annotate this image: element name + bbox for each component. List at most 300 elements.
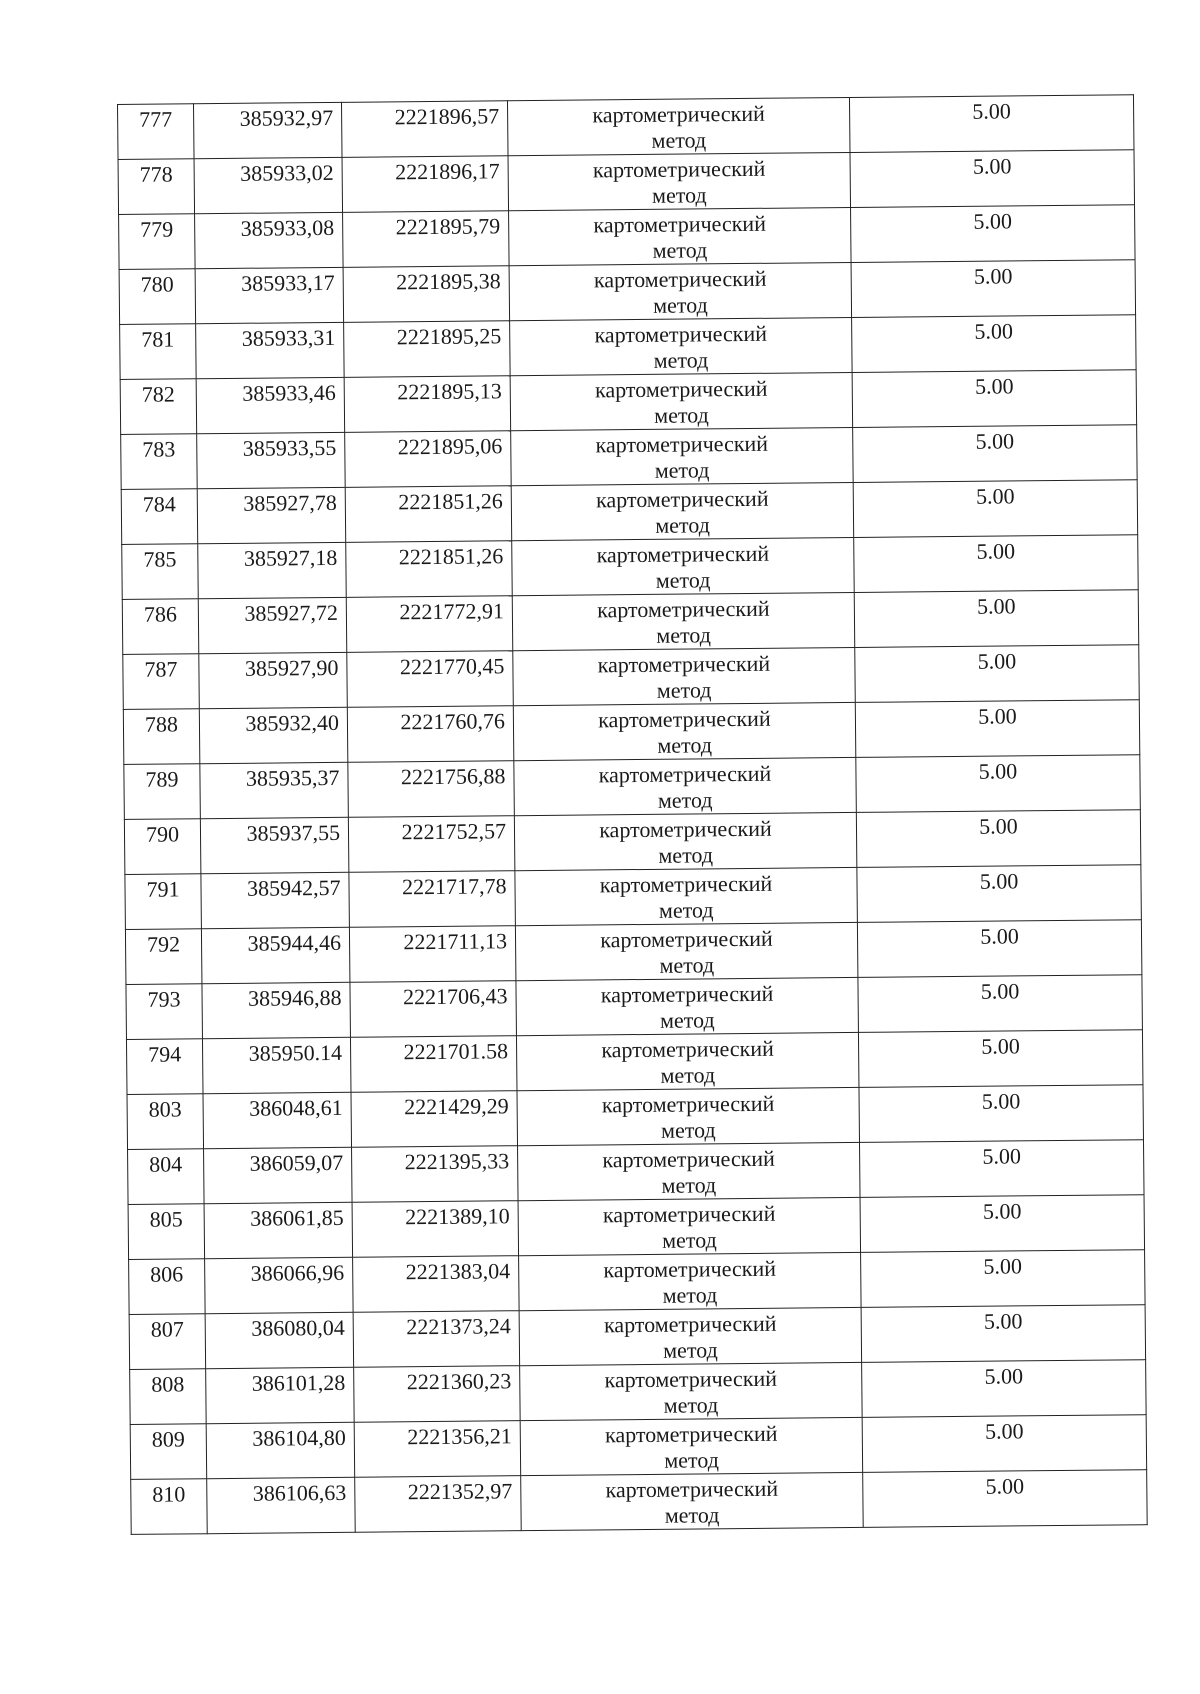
y-coordinate-cell-text: 2221851,26	[398, 543, 504, 570]
method-line-2: метод	[657, 787, 713, 813]
accuracy-cell	[863, 1470, 1148, 1528]
table-row	[128, 1140, 1144, 1205]
method-cell	[521, 1472, 864, 1530]
accuracy-cell-text: 5.00	[978, 703, 1017, 729]
x-coordinate-cell	[194, 157, 343, 213]
x-coordinate-cell-text: 385946,88	[247, 984, 342, 1011]
y-coordinate-cell-text: 2221895,25	[396, 323, 502, 350]
accuracy-cell	[854, 590, 1139, 648]
point-number-cell-text: 793	[147, 986, 181, 1012]
table-row	[126, 975, 1142, 1040]
table-row	[131, 1470, 1147, 1535]
x-coordinate-cell-text: 385950.14	[248, 1039, 343, 1066]
accuracy-cell	[861, 1305, 1146, 1363]
x-coordinate-cell-text: 385927,72	[244, 599, 339, 626]
method-line-1: картометрический	[595, 430, 769, 458]
method-line-1: картометрический	[594, 375, 768, 403]
y-coordinate-cell	[349, 871, 516, 928]
accuracy-cell-text: 5.00	[981, 1033, 1020, 1059]
x-coordinate-cell-text: 386104,80	[252, 1424, 346, 1451]
x-coordinate-cell-text: 385933,08	[240, 214, 335, 241]
x-coordinate-cell	[195, 267, 344, 323]
y-coordinate-cell	[343, 266, 510, 323]
accuracy-cell	[862, 1415, 1147, 1473]
method-cell	[515, 867, 858, 925]
method-line-2: метод	[659, 952, 715, 978]
y-coordinate-cell	[352, 1201, 519, 1258]
point-number-cell	[120, 379, 197, 435]
method-line-1: картометрический	[597, 650, 771, 678]
point-number-cell	[126, 984, 203, 1040]
accuracy-cell	[853, 480, 1138, 538]
method-line-1: картометрический	[601, 1035, 774, 1063]
y-coordinate-cell-text: 2221356,21	[407, 1423, 512, 1450]
point-number-cell-text: 791	[146, 876, 180, 902]
y-coordinate-cell	[345, 486, 512, 543]
point-number-cell-text: 809	[151, 1426, 185, 1452]
y-coordinate-cell	[350, 981, 517, 1038]
method-line-1: картометрический	[600, 980, 774, 1008]
method-cell	[512, 537, 855, 595]
table-row	[120, 315, 1136, 380]
method-line-2: метод	[664, 1447, 719, 1473]
y-coordinate-cell	[353, 1256, 520, 1313]
x-coordinate-cell-text: 386059,07	[249, 1149, 344, 1176]
y-coordinate-cell-text: 2221352,97	[407, 1478, 513, 1505]
point-number-cell-text: 789	[145, 766, 179, 792]
accuracy-cell	[858, 975, 1143, 1033]
accuracy-cell-text: 5.00	[983, 1308, 1023, 1334]
y-coordinate-cell	[344, 321, 511, 378]
method-line-1: картометрический	[598, 705, 771, 733]
method-line-2: метод	[660, 1117, 716, 1143]
method-cell	[515, 922, 858, 980]
y-coordinate-cell	[354, 1421, 521, 1478]
x-coordinate-cell	[205, 1257, 354, 1313]
accuracy-cell-text: 5.00	[984, 1418, 1024, 1444]
method-cell	[509, 262, 852, 320]
point-number-cell-text: 810	[152, 1481, 186, 1507]
y-coordinate-cell	[348, 761, 515, 818]
point-number-cell	[128, 1149, 205, 1205]
method-cell	[518, 1197, 861, 1255]
y-coordinate-cell	[341, 101, 508, 158]
accuracy-cell	[856, 810, 1141, 868]
point-number-cell-text: 781	[141, 326, 175, 352]
y-coordinate-cell	[353, 1311, 520, 1368]
method-line-1: картометрический	[596, 540, 770, 568]
point-number-cell-text: 804	[149, 1151, 183, 1177]
method-line-2: метод	[656, 622, 712, 648]
method-cell	[511, 482, 854, 540]
point-number-cell	[129, 1314, 206, 1370]
point-number-cell-text: 792	[146, 931, 181, 957]
accuracy-cell	[851, 205, 1136, 263]
table-row	[125, 920, 1141, 985]
method-line-1: картометрический	[604, 1420, 778, 1448]
method-line-2: метод	[652, 237, 708, 263]
y-coordinate-cell	[342, 156, 509, 213]
x-coordinate-cell-text: 386061,85	[250, 1204, 344, 1231]
x-coordinate-cell	[202, 1037, 351, 1093]
point-number-cell-text: 808	[151, 1371, 185, 1397]
x-coordinate-cell	[195, 212, 344, 268]
x-coordinate-cell-text: 385927,90	[244, 654, 339, 681]
point-number-cell	[118, 159, 195, 215]
table-row	[130, 1360, 1146, 1425]
x-coordinate-cell	[202, 982, 351, 1038]
method-cell	[516, 1032, 859, 1090]
accuracy-cell-text: 5.00	[973, 208, 1013, 234]
method-line-2: метод	[661, 1172, 717, 1198]
method-cell	[513, 647, 856, 705]
point-number-cell	[130, 1424, 207, 1480]
point-number-cell-text: 788	[144, 711, 179, 737]
point-number-cell-text: 806	[150, 1261, 184, 1287]
point-number-cell-text: 807	[150, 1316, 184, 1342]
table-row	[122, 535, 1138, 600]
method-line-2: метод	[663, 1337, 718, 1363]
y-coordinate-cell-text: 2221896,17	[395, 158, 500, 185]
point-number-cell-text: 786	[143, 601, 178, 627]
point-number-cell	[127, 1094, 204, 1150]
method-cell	[511, 427, 854, 485]
accuracy-cell-text: 5.00	[980, 923, 1019, 949]
y-coordinate-cell-text: 2221360,23	[406, 1368, 512, 1395]
point-number-cell	[128, 1204, 205, 1260]
y-coordinate-cell-text: 2221717,78	[401, 873, 507, 900]
accuracy-cell	[858, 1030, 1143, 1088]
method-line-2: метод	[658, 897, 714, 923]
point-number-cell-text: 784	[142, 491, 176, 517]
point-number-cell	[119, 269, 196, 325]
method-cell	[508, 152, 851, 210]
point-number-cell	[119, 214, 196, 270]
method-cell	[510, 317, 853, 375]
method-line-1: картометрический	[593, 265, 767, 293]
table-row	[123, 700, 1139, 765]
table-row	[125, 865, 1141, 930]
method-cell	[520, 1417, 863, 1475]
accuracy-cell	[862, 1360, 1147, 1418]
accuracy-cell-text: 5.00	[976, 538, 1016, 564]
accuracy-cell	[854, 535, 1139, 593]
accuracy-cell-text: 5.00	[979, 868, 1019, 894]
x-coordinate-cell-text: 386080,04	[251, 1314, 345, 1341]
table-row	[124, 755, 1140, 820]
x-coordinate-cell-text: 386101,28	[251, 1369, 346, 1396]
method-cell	[513, 702, 856, 760]
point-number-cell	[120, 324, 197, 380]
point-number-cell-text: 785	[143, 546, 177, 572]
x-coordinate-cell-text: 385944,46	[247, 929, 342, 956]
y-coordinate-cell	[355, 1476, 522, 1533]
method-cell	[519, 1307, 862, 1365]
table-row	[126, 1030, 1142, 1095]
point-number-cell	[122, 599, 199, 655]
x-coordinate-cell-text: 385932,40	[245, 709, 340, 736]
accuracy-cell-text: 5.00	[985, 1473, 1025, 1499]
accuracy-cell-text: 5.00	[972, 98, 1011, 124]
y-coordinate-cell-text: 2221701.58	[403, 1038, 509, 1065]
accuracy-cell-text: 5.00	[983, 1253, 1023, 1279]
x-coordinate-cell	[196, 322, 345, 378]
point-number-cell	[131, 1479, 208, 1535]
method-line-2: метод	[657, 732, 713, 758]
accuracy-cell-text: 5.00	[979, 813, 1018, 839]
coordinates-table	[117, 94, 1148, 1535]
point-number-cell-text: 782	[141, 381, 175, 407]
x-coordinate-cell	[200, 762, 349, 818]
x-coordinate-cell	[206, 1422, 355, 1478]
x-coordinate-cell-text: 386048,61	[249, 1094, 343, 1121]
table-row	[123, 645, 1139, 710]
method-line-2: метод	[655, 567, 711, 593]
method-line-2: метод	[656, 677, 712, 703]
y-coordinate-cell	[349, 926, 516, 983]
method-cell	[517, 1087, 860, 1145]
y-coordinate-cell	[351, 1091, 518, 1148]
x-coordinate-cell	[194, 102, 343, 158]
point-number-cell-text: 779	[140, 216, 174, 242]
point-number-cell	[122, 544, 199, 600]
method-line-2: метод	[654, 457, 710, 483]
table-row	[121, 425, 1137, 490]
method-line-1: картометрический	[594, 320, 768, 348]
x-coordinate-cell-text: 386066,96	[250, 1259, 345, 1286]
point-number-cell-text: 803	[148, 1096, 182, 1122]
table-row	[119, 260, 1135, 325]
accuracy-cell-text: 5.00	[977, 648, 1017, 674]
method-line-1: картометрический	[602, 1145, 776, 1173]
point-number-cell	[118, 104, 195, 160]
y-coordinate-cell-text: 2221895,13	[397, 378, 502, 405]
x-coordinate-cell	[205, 1312, 354, 1368]
accuracy-cell-text: 5.00	[982, 1198, 1022, 1224]
method-line-2: метод	[655, 512, 710, 538]
point-number-cell-text: 783	[142, 436, 176, 462]
method-line-1: картометрический	[600, 925, 773, 953]
point-number-cell	[129, 1259, 206, 1315]
accuracy-cell-text: 5.00	[973, 263, 1013, 289]
method-cell	[512, 592, 855, 650]
y-coordinate-cell-text: 2221389,10	[405, 1203, 510, 1230]
y-coordinate-cell-text: 2221756,88	[400, 763, 506, 790]
method-line-1: картометрический	[592, 155, 766, 183]
method-line-1: картометрический	[604, 1365, 778, 1393]
table-row	[122, 590, 1138, 655]
x-coordinate-cell	[198, 542, 347, 598]
y-coordinate-cell	[344, 376, 511, 433]
y-coordinate-cell	[346, 596, 513, 653]
method-line-1: картометрический	[597, 595, 770, 623]
point-number-cell	[121, 434, 198, 490]
table-row	[128, 1195, 1144, 1260]
accuracy-cell-text: 5.00	[975, 483, 1015, 509]
accuracy-cell	[861, 1250, 1146, 1308]
method-cell	[510, 372, 853, 430]
point-number-cell	[123, 654, 200, 710]
y-coordinate-cell	[350, 1036, 517, 1093]
method-line-1: картометрический	[602, 1200, 776, 1228]
table-row	[120, 370, 1136, 435]
point-number-cell	[126, 1039, 203, 1095]
method-line-1: картометрический	[593, 210, 767, 238]
table-row	[121, 480, 1137, 545]
x-coordinate-cell	[207, 1477, 356, 1533]
accuracy-cell	[850, 150, 1135, 208]
accuracy-cell-text: 5.00	[976, 593, 1016, 619]
accuracy-cell	[851, 260, 1136, 318]
coordinates-table-body	[118, 95, 1148, 1535]
x-coordinate-cell-text: 385937,55	[246, 819, 341, 846]
method-line-1: картометрический	[599, 815, 772, 843]
y-coordinate-cell	[346, 541, 513, 598]
accuracy-cell	[860, 1140, 1145, 1198]
point-number-cell-text: 780	[140, 271, 174, 297]
method-line-2: метод	[654, 402, 709, 428]
method-cell	[520, 1362, 863, 1420]
method-cell	[509, 207, 852, 265]
accuracy-cell	[855, 645, 1140, 703]
accuracy-cell-text: 5.00	[974, 318, 1014, 344]
method-line-2: метод	[662, 1282, 718, 1308]
x-coordinate-cell-text: 385927,18	[243, 544, 338, 571]
point-number-cell-text: 790	[145, 821, 180, 847]
accuracy-cell	[859, 1085, 1144, 1143]
y-coordinate-cell-text: 2221429,29	[404, 1093, 509, 1120]
x-coordinate-cell-text: 385935,37	[245, 764, 340, 791]
accuracy-cell	[852, 370, 1137, 428]
y-coordinate-cell	[347, 651, 514, 708]
y-coordinate-cell	[345, 431, 512, 488]
accuracy-cell	[857, 920, 1142, 978]
x-coordinate-cell	[201, 872, 350, 928]
point-number-cell	[125, 929, 202, 985]
accuracy-cell-text: 5.00	[978, 758, 1018, 784]
accuracy-cell	[860, 1195, 1145, 1253]
y-coordinate-cell-text: 2221395,33	[404, 1148, 510, 1175]
method-line-1: картометрический	[601, 1090, 775, 1118]
x-coordinate-cell-text: 385927,78	[243, 489, 337, 516]
method-line-1: картометрический	[592, 100, 765, 128]
x-coordinate-cell-text: 386106,63	[252, 1479, 347, 1506]
method-line-2: метод	[653, 347, 709, 373]
y-coordinate-cell-text: 2221760,76	[400, 708, 506, 735]
accuracy-cell-text: 5.00	[984, 1363, 1024, 1389]
method-line-1: картометрический	[603, 1310, 777, 1338]
method-line-2: метод	[663, 1392, 719, 1418]
table-row	[130, 1415, 1146, 1480]
x-coordinate-cell-text: 385933,46	[242, 379, 336, 406]
method-line-2: метод	[662, 1227, 717, 1253]
y-coordinate-cell-text: 2221383,04	[405, 1258, 511, 1285]
x-coordinate-cell	[204, 1147, 353, 1203]
accuracy-cell	[856, 755, 1141, 813]
x-coordinate-cell	[199, 652, 348, 708]
y-coordinate-cell-text: 2221895,06	[397, 433, 503, 460]
point-number-cell-text: 794	[148, 1041, 182, 1067]
method-line-1: картометрический	[605, 1475, 779, 1503]
point-number-cell	[124, 764, 201, 820]
x-coordinate-cell	[198, 597, 347, 653]
x-coordinate-cell-text: 385932,97	[239, 104, 334, 131]
y-coordinate-cell-text: 2221896,57	[394, 103, 500, 130]
method-cell	[514, 757, 857, 815]
point-number-cell-text: 778	[139, 161, 173, 187]
method-line-2: метод	[658, 842, 714, 868]
x-coordinate-cell	[201, 927, 350, 983]
table-row	[118, 95, 1134, 160]
point-number-cell	[124, 819, 201, 875]
accuracy-cell-text: 5.00	[981, 1088, 1021, 1114]
method-line-2: метод	[660, 1062, 716, 1088]
y-coordinate-cell	[352, 1146, 519, 1203]
point-number-cell	[123, 709, 200, 765]
point-number-cell	[125, 874, 202, 930]
method-line-1: картометрический	[595, 485, 769, 513]
accuracy-cell-text: 5.00	[974, 373, 1014, 399]
x-coordinate-cell	[197, 432, 346, 488]
accuracy-cell	[857, 865, 1142, 923]
method-line-2: метод	[664, 1502, 720, 1528]
x-coordinate-cell	[203, 1092, 352, 1148]
point-number-cell	[121, 489, 198, 545]
x-coordinate-cell-text: 385942,57	[246, 874, 341, 901]
method-line-1: картометрический	[599, 870, 773, 898]
y-coordinate-cell	[343, 211, 510, 268]
accuracy-cell-text: 5.00	[975, 428, 1015, 454]
accuracy-cell	[852, 315, 1137, 373]
accuracy-cell	[855, 700, 1140, 758]
method-line-2: метод	[653, 292, 708, 318]
table-row	[119, 205, 1135, 270]
method-line-2: метод	[659, 1007, 715, 1033]
table-row	[129, 1305, 1145, 1370]
x-coordinate-cell	[206, 1367, 355, 1423]
method-line-2: метод	[651, 182, 707, 208]
point-number-cell-text: 777	[139, 106, 173, 132]
x-coordinate-cell	[199, 707, 348, 763]
x-coordinate-cell-text: 385933,02	[240, 159, 334, 186]
x-coordinate-cell	[196, 377, 345, 433]
y-coordinate-cell-text: 2221772,91	[399, 598, 505, 625]
method-cell	[519, 1252, 862, 1310]
table-row	[127, 1085, 1143, 1150]
x-coordinate-cell	[204, 1202, 353, 1258]
x-coordinate-cell	[200, 817, 349, 873]
y-coordinate-cell-text: 2221706,43	[402, 983, 508, 1010]
y-coordinate-cell-text: 2221895,79	[395, 213, 501, 240]
accuracy-cell-text: 5.00	[972, 153, 1012, 179]
method-line-2: метод	[651, 127, 707, 153]
table-row	[118, 150, 1134, 215]
table-row	[124, 810, 1140, 875]
x-coordinate-cell-text: 385933,17	[241, 269, 335, 296]
method-cell	[507, 97, 850, 155]
y-coordinate-cell	[354, 1366, 521, 1423]
accuracy-cell	[849, 95, 1134, 153]
y-coordinate-cell-text: 2221851,26	[398, 488, 503, 515]
method-cell	[518, 1142, 861, 1200]
x-coordinate-cell-text: 385933,31	[241, 324, 336, 351]
method-cell	[516, 977, 859, 1035]
accuracy-cell	[853, 425, 1138, 483]
y-coordinate-cell-text: 2221711,13	[403, 928, 508, 955]
y-coordinate-cell-text: 2221895,38	[396, 268, 501, 295]
y-coordinate-cell-text: 2221752,57	[401, 818, 507, 845]
y-coordinate-cell	[348, 816, 515, 873]
